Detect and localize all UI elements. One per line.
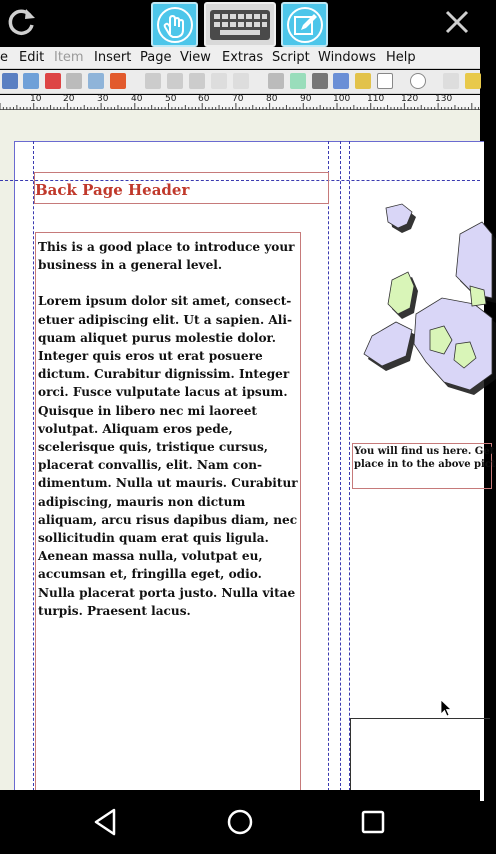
ruler-label: 60 [198,94,210,104]
ruler-label: 10 [30,94,42,104]
cut-icon[interactable] [189,73,205,89]
menu-extras[interactable]: Extras [222,50,264,65]
intro-paragraph: This is a good place to introduce your business in a general level. [38,240,295,273]
body-text [38,238,300,638]
ruler-label: 110 [367,94,385,104]
hand-pointer-button[interactable] [151,2,198,47]
caption-line: You will find us here. Get [354,446,495,457]
map-caption [354,445,494,471]
mouse-cursor-icon [440,699,452,717]
copy-icon[interactable] [211,73,227,89]
hand-pointer-icon [153,4,197,46]
menu-script[interactable]: Script [272,50,310,65]
menu-item[interactable]: Item [54,50,84,65]
print-icon[interactable] [88,73,104,89]
select-icon[interactable] [268,73,284,89]
margin-guide-left [33,141,34,801]
open-document-icon[interactable] [23,73,39,89]
freehand-icon[interactable] [465,73,481,89]
overlay-toolbar [0,0,480,46]
ruler-label: 50 [165,94,177,104]
close-icon[interactable] [440,5,474,39]
back-icon[interactable] [86,804,126,840]
ruler-label: 30 [97,94,109,104]
refresh-icon[interactable] [4,5,38,39]
table-icon[interactable] [355,73,371,89]
ruler-label: 40 [131,94,143,104]
empty-frame[interactable] [350,718,490,798]
edit-button[interactable] [281,2,328,47]
ruler-label: 120 [401,94,419,104]
export-pdf-icon[interactable] [110,73,126,89]
text-frame-icon[interactable] [290,73,306,89]
menu-edit[interactable]: Edit [19,50,45,65]
image-frame-icon[interactable] [312,73,328,89]
menu-file[interactable]: e [0,50,8,65]
ruler-label: 130 [435,94,453,104]
close-document-icon[interactable] [66,73,82,89]
menu-bar [0,47,480,69]
europe-map-image[interactable] [352,194,492,436]
lorem-paragraph: Lorem ipsum dolor sit amet, consect-etuer adipiscing elit. Ut a sapien. Ali-quam aliquet purus molestie dolor. Integer quis eros ut erat posuere dictum. Curabitur dignissim. Integer orci. Fusce vulputate lacus at ipsum. Quisque in libero nec mi laoreet volutpat. Aliquam eros pede, scelerisque quis, tristique cursus, placerat convallis, elit. Nam con-dimentum. Nulla ut mauris. Curabitur adipiscing, mauris non dictum aliquam, arcu risus dapibus diam, nec sollicitudin quam erat quis ligula. Aenean massa nulla, volutpat eu, accumsan et, fringilla eget, odio. Nulla placerat porta justo. Nulla vitae turpis. Praesent lacus. [38,294,298,618]
column-guide [328,141,329,801]
edit-pen-icon [283,4,327,46]
undo-icon[interactable] [145,73,161,89]
column-guide [349,141,350,801]
line-icon[interactable] [443,73,459,89]
ruler-label: 90 [300,94,312,104]
render-frame-icon[interactable] [333,73,349,89]
polygon-icon[interactable] [410,73,426,89]
menu-windows[interactable]: Windows [318,50,377,65]
new-document-icon[interactable] [2,73,18,89]
shape-icon[interactable] [377,73,393,89]
keyboard-button[interactable] [204,2,276,47]
save-icon[interactable] [45,73,61,89]
system-navigation-bar [0,790,480,854]
redo-icon[interactable] [167,73,183,89]
toolbar [0,70,480,94]
document-canvas[interactable] [0,110,496,790]
menu-insert[interactable]: Insert [94,50,132,65]
menu-page[interactable]: Page [140,50,172,65]
horizontal-ruler [0,95,480,110]
recent-apps-icon[interactable] [353,804,393,840]
back-page-header: Back Page Header [35,181,190,199]
menu-help[interactable]: Help [386,50,416,65]
ruler-label: 80 [266,94,278,104]
ruler-label: 20 [63,94,75,104]
keyboard-icon [206,4,274,45]
paste-icon[interactable] [233,73,249,89]
ruler-label: 100 [333,94,351,104]
ruler-label: 70 [232,94,244,104]
menu-view[interactable]: View [180,50,211,65]
caption-line: place in to the above pict [354,459,496,470]
home-icon[interactable] [220,804,260,840]
column-guide [340,141,341,801]
